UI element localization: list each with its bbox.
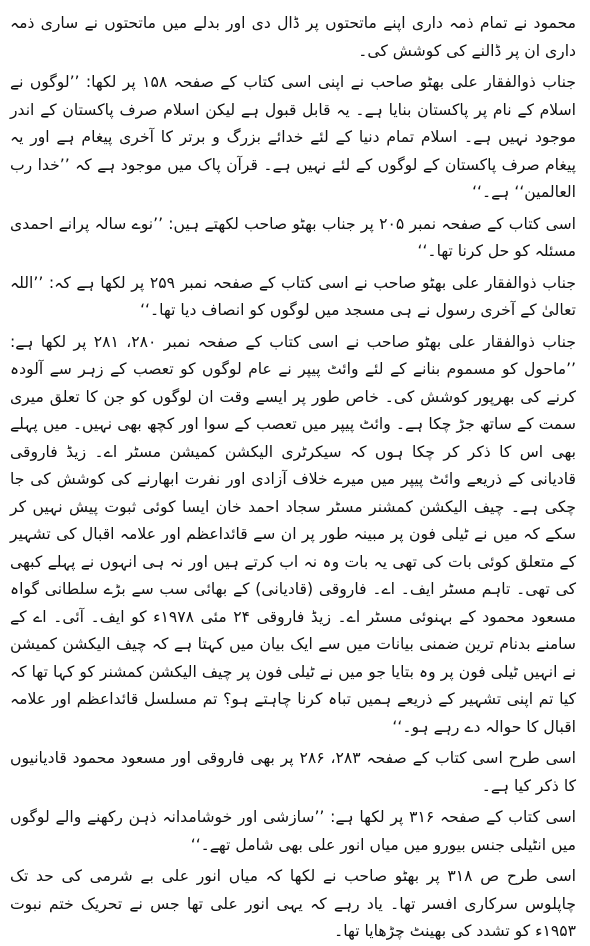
paragraph-8: اسی طرح ص ۳۱۸ پر بھٹو صاحب نے لکھا کہ میاں انور علی بے شرمی کی حد تک چاپلوس سرکاری افسر تھا۔ یاد رہے کہ یہی انور علی تھا جس نے تحریک ختم نبوت ۱۹۵۳ء کو تشدد کی بھینٹ چڑھایا تھا۔ <box>10 867 577 940</box>
paragraph-4: جناب ذوالفقار علی بھٹو صاحب نے اسی کتاب کے صفحہ نمبر ۲۵۹ پر لکھا ہے کہ: ’’اللہ تعالیٰ کے آخری رسول نے ہی مسجد میں لوگوں کو انصاف دیا تھا۔‘‘ <box>10 273 577 319</box>
paragraph-6: اسی طرح اسی کتاب کے صفحہ ۲۸۳، ۲۸۶ پر بھی فاروقی اور مسعود محمود قادیانیوں کا ذکر کیا ہے۔ <box>10 749 576 795</box>
paragraph-7: اسی کتاب کے صفحہ ۳۱۶ پر لکھا ہے: ’’سازشی اور خوشامدانہ ذہن رکھنے والے لوگوں میں انٹیلی جنس بیورو میں میاں انور علی بھی شامل تھے۔‘‘ <box>10 808 576 854</box>
paragraph-1: محمود نے تمام ذمہ داری اپنے ماتحتوں پر ڈال دی اور بدلے میں ماتحتوں نے ساری ذمہ داری ان پر ڈالنے کی کوشش کی۔ <box>10 14 576 60</box>
paragraph-5: جناب ذوالفقار علی بھٹو صاحب نے اسی کتاب کے صفحہ نمبر ۲۸۰، ۲۸۱ پر لکھا ہے: ’’ماحول کو مسموم بنانے کے لئے وائٹ پیپر نے عام لوگوں کو تعصب کے زہر سے آلودہ کرنے کی بھرپور کوشش کی۔ خاص طور پر ایسے وقت ان لوگوں کو جن کا تعلق میری سمت کے ساتھ جڑ چکا ہے۔ وائٹ پیپر میں تعصب کے سوا اور کچھ بھی نہیں۔ میں پہلے بھی اس کا ذکر کر چکا ہوں کہ سیکرٹری الیکشن کمیشن مسٹر اے۔ زیڈ فاروقی قادیانی کے ذریعے وائٹ پیپر میں میرے خلاف آزادی اور نفرت ابھارنے کی کوشش کی جا چکی ہے۔ چیف الیکشن کمشنر مسٹر سجاد احمد خان ایسا کوئی ثبوت پیش نہیں کر سکے کہ میں نے ٹیلی فون پر مبینہ طور پر ان سے قائداعظم اور علامہ اقبال کی تشہیر کے متعلق کوئی بات کی تھی یہ بات وہ نہ اب کرتے ہیں اور نہ ہی انہوں نے پہلے کبھی کی تھی۔ تاہم مسٹر ایف۔ اے۔ فاروقی (قادیانی) کے بھائی سب سے بڑے سلطانی گواہ مسعود محمود کے بہنوئی مسٹر اے۔ زیڈ فاروقی ۲۴ مئی ۱۹۷۸ء کو ایف۔ آئی۔ اے کے سامنے بدنام ترین ضمنی بیانات میں سے ایک بیان میں کہتا ہے کہ چیف الیکشن کمیشن نے انہیں ٹیلی فون پر وہ بتایا جو میں نے ٹیلی فون پر چیف الیکشن کمشنر کو کہا تھا کہ کیا تم اپنی تشہیر کے ذریعے ہمیں تباہ کرنا چاہتے ہو؟ تم مسلسل قائداعظم اور علامہ اقبال کا حوالہ دے رہے ہو۔‘‘ <box>10 332 576 736</box>
paragraph-2: جناب ذوالفقار علی بھٹو صاحب نے اپنی اسی کتاب کے صفحہ ۱۵۸ پر لکھا: ’’لوگوں نے اسلام کے نام پر پاکستان بنایا ہے۔ یہ قابل قبول ہے لیکن اسلام صرف پاکستان کے اندر موجود نہیں ہے۔ اسلام تمام دنیا کے لئے خدائے بزرگ و برتر کا آخری پیغام ہے اور یہ پیغام صرف پاکستان کے لوگوں کے لئے نہیں ہے۔ قرآن پاک میں موجود ہے کہ ’’خدا رب العالمین‘‘ ہے۔‘‘ <box>10 73 576 201</box>
paragraph-3: اسی کتاب کے صفحہ نمبر ۲۰۵ پر جناب بھٹو صاحب لکھتے ہیں: ’’نوے سالہ پرانے احمدی مسئلہ کو حل کرنا تھا۔‘‘ <box>10 214 576 260</box>
